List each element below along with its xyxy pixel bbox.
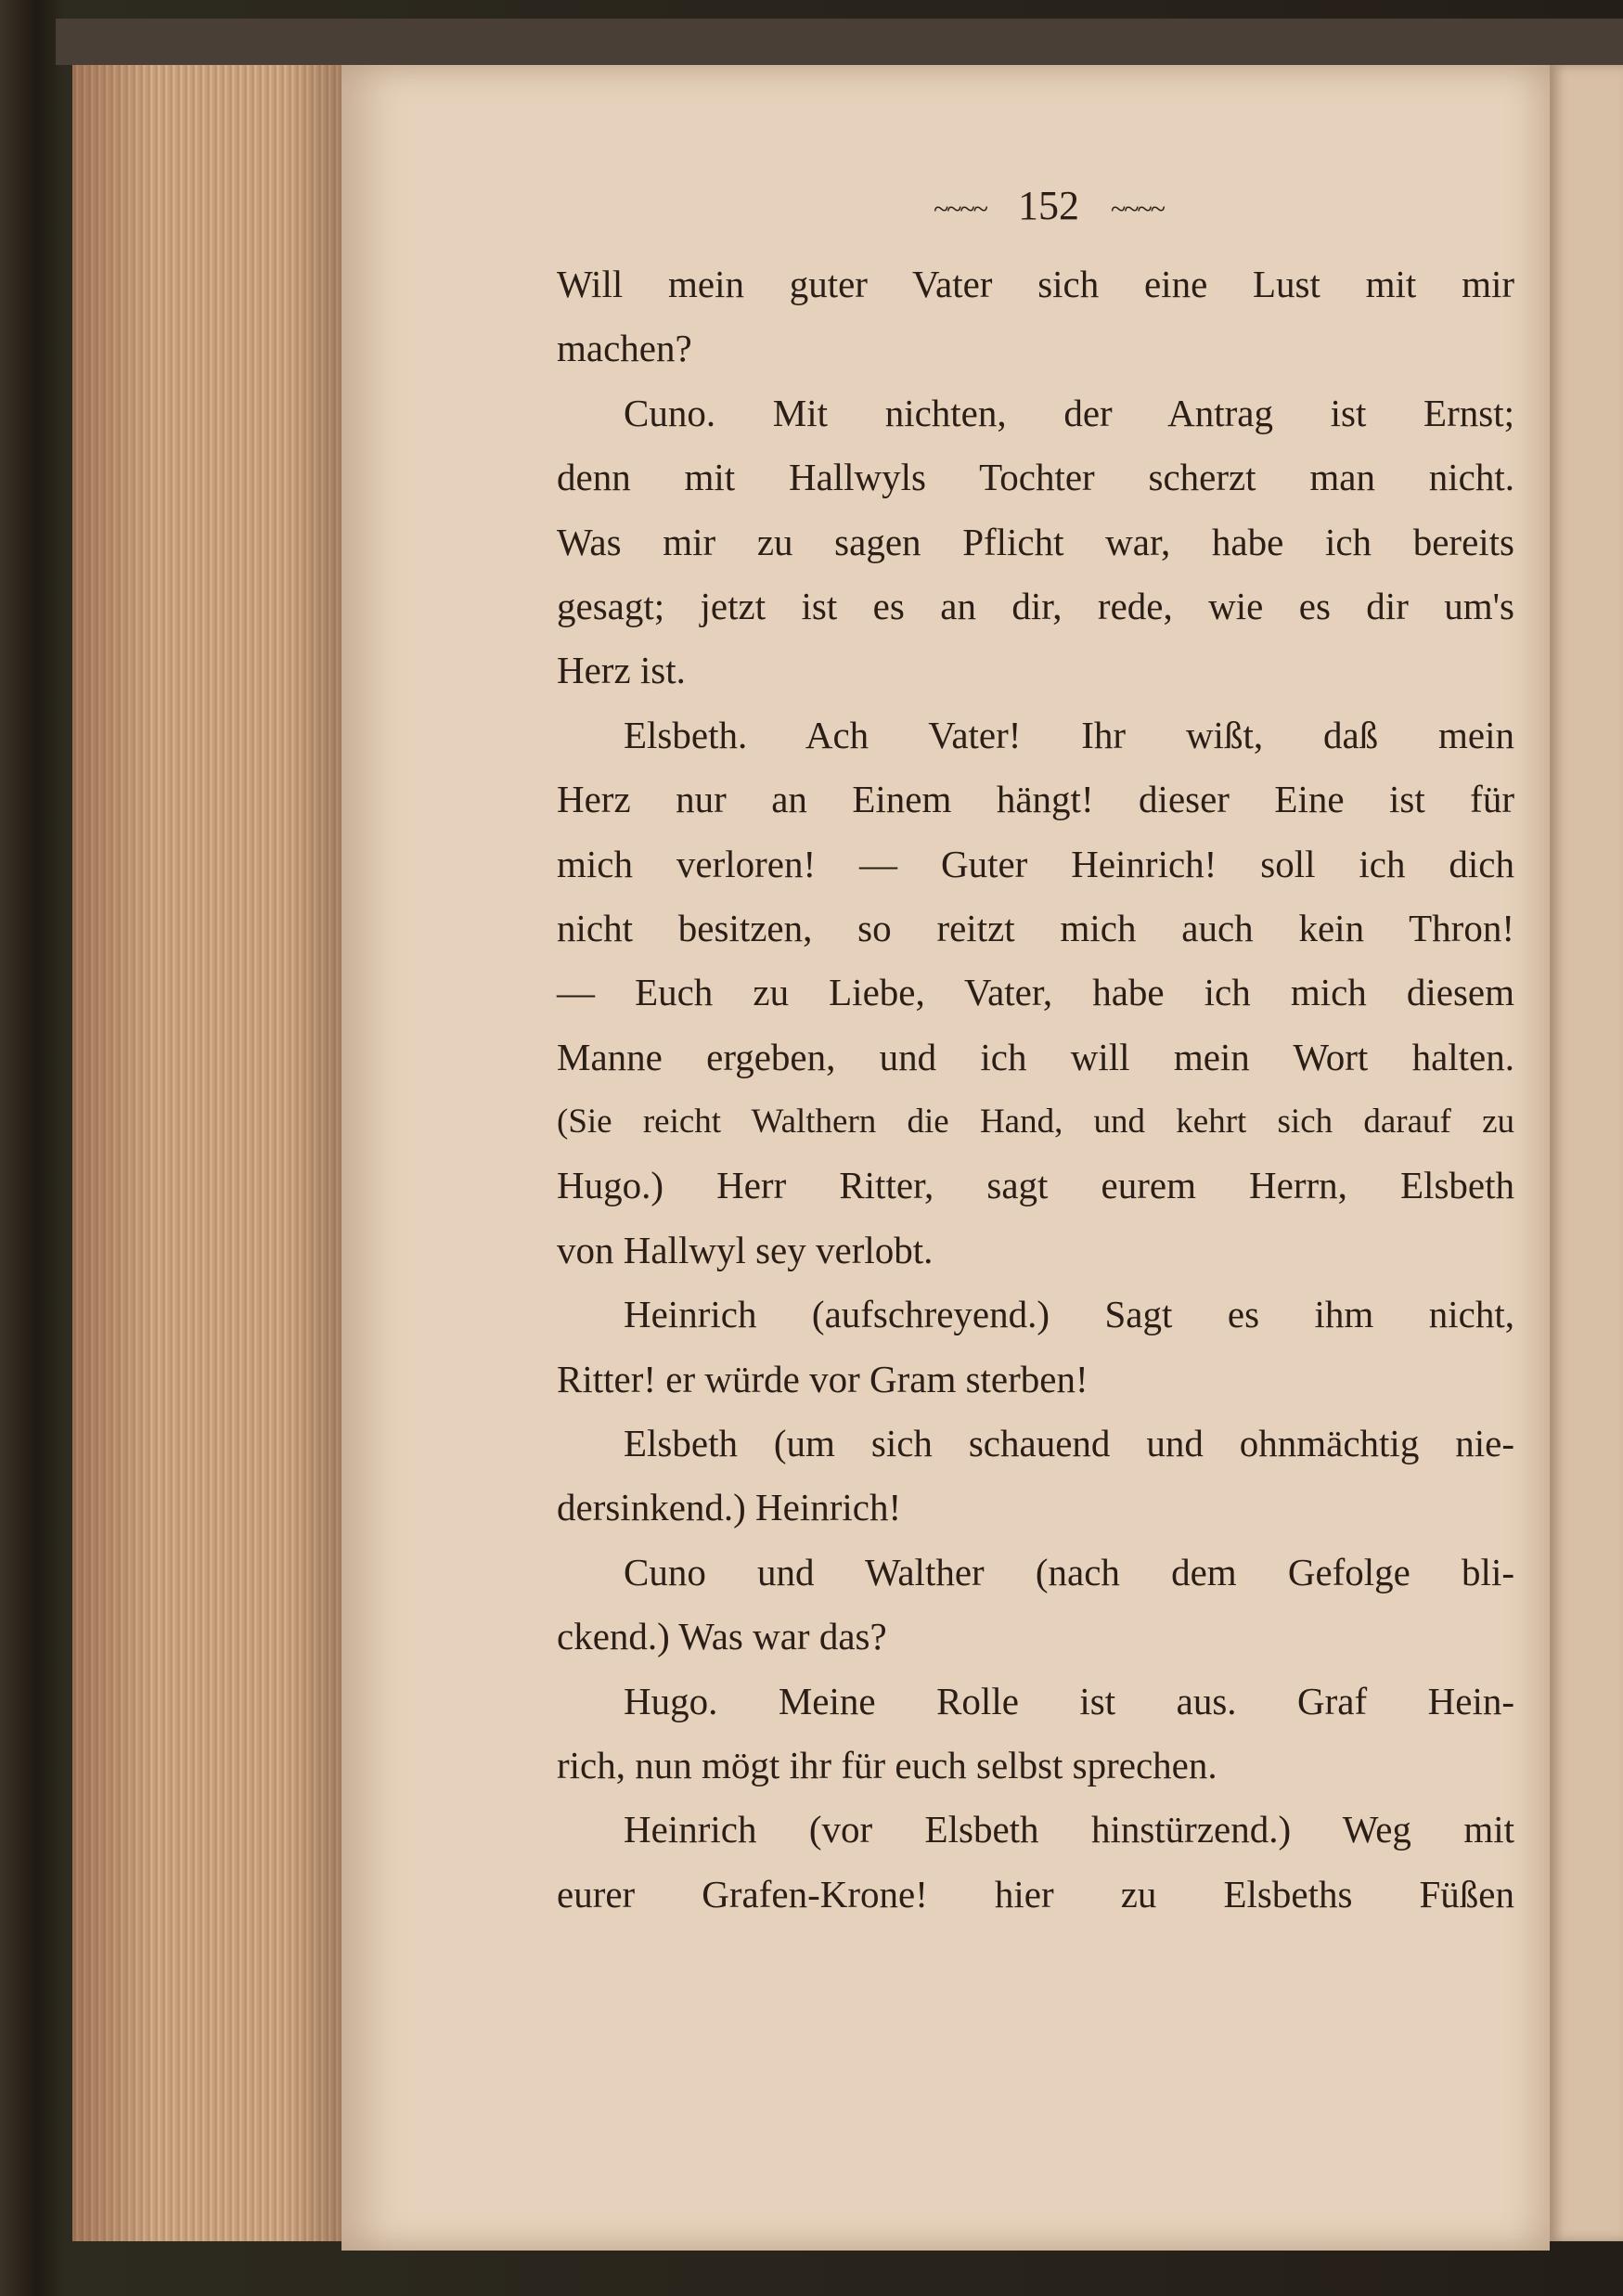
- text-line: Hugo. Meine Rolle ist aus. Graf Hein-: [624, 1679, 1514, 1722]
- text-line: machen?: [557, 327, 692, 370]
- paragraph: [557, 252, 1514, 381]
- text-line: Will mein guter Vater sich eine Lust mit mir: [557, 263, 1514, 305]
- paragraph: [557, 1798, 1514, 1927]
- text-line: Cuno und Walther (nach dem Gefolge bli-: [624, 1550, 1514, 1593]
- text-line: Elsbeth. Ach Vater! Ihr wißt, daß mein: [624, 713, 1514, 756]
- facing-page-edge: [1550, 65, 1623, 2241]
- cover-top-edge: [56, 19, 1623, 65]
- paragraph: [557, 381, 1514, 703]
- text-line: Heinrich (aufschreyend.) Sagt es ihm nicht,: [624, 1293, 1514, 1336]
- paragraph: [557, 1541, 1514, 1670]
- text-line: rich, nun mögt ihr für euch selbst sprechen.: [557, 1743, 1217, 1786]
- text-line: Cuno. Mit nichten, der Antrag ist Ernst;: [624, 391, 1514, 434]
- ornament-right: ~~~~: [1111, 193, 1164, 225]
- text-line: — Euch zu Liebe, Vater, habe ich mich diesem: [557, 971, 1514, 1014]
- page-number: 152: [1018, 183, 1079, 228]
- text-line: gesagt; jetzt ist es an dir, rede, wie es dir um's: [557, 584, 1514, 627]
- text-line: Was mir zu sagen Pflicht war, habe ich bereits: [557, 520, 1514, 563]
- text-line: (Sie reicht Walthern die Hand, und kehrt sich darauf zu: [557, 1103, 1514, 1142]
- body-text: [557, 252, 1514, 1927]
- ornament-left: ~~~~: [934, 193, 986, 225]
- paragraph: [557, 1283, 1514, 1412]
- text-line: Elsbeth (um sich schauend und ohnmächtig nie-: [624, 1422, 1514, 1465]
- paragraph: [557, 1670, 1514, 1799]
- text-line: ckend.) Was war das?: [557, 1615, 887, 1658]
- paragraph: [557, 703, 1514, 1283]
- page-edges-shade: [72, 65, 341, 2241]
- text-line: Herz ist.: [557, 649, 686, 692]
- text-line: von Hallwyl sey verlobt.: [557, 1228, 934, 1271]
- text-line: Herz nur an Einem hängt! dieser Eine ist für: [557, 778, 1514, 821]
- text-line: Heinrich (vor Elsbeth hinstürzend.) Weg mit: [624, 1808, 1514, 1851]
- text-line: Ritter! er würde vor Gram sterben!: [557, 1357, 1088, 1400]
- text-line: nicht besitzen, so reitzt mich auch kein Thron!: [557, 906, 1514, 949]
- text-line: denn mit Hallwyls Tochter scherzt man nicht.: [557, 456, 1514, 499]
- paragraph: [557, 1412, 1514, 1541]
- text-line: mich verloren! — Guter Heinrich! soll ich dich: [557, 842, 1514, 885]
- text-line: Hugo.) Herr Ritter, sagt eurem Herrn, Elsbeth: [557, 1164, 1514, 1207]
- text-line: Manne ergeben, und ich will mein Wort halten.: [557, 1035, 1514, 1078]
- text-line: eurer Grafen-Krone! hier zu Elsbeths Füßen: [557, 1872, 1514, 1915]
- text-line: dersinkend.) Heinrich!: [557, 1486, 902, 1529]
- page-header: [835, 182, 1262, 229]
